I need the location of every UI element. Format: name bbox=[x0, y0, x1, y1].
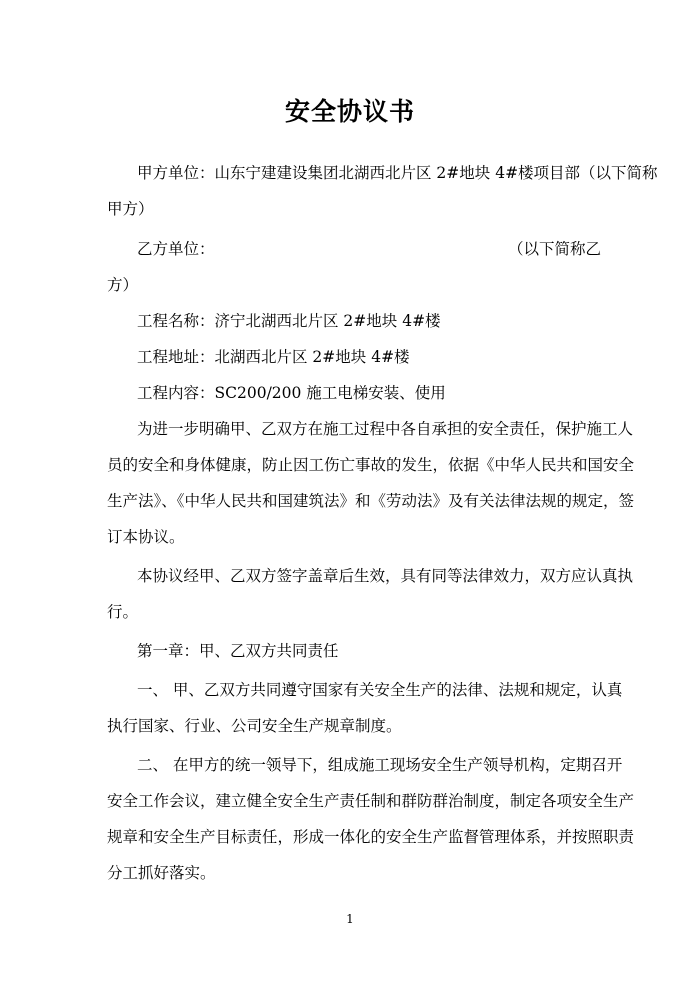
clause-line: 规章和安全生产目标责任，形成一体化的安全生产监督管理体系，并按照职责 bbox=[107, 828, 635, 846]
document-title: 安全协议书 bbox=[284, 97, 415, 126]
clause-line: 二、 在甲方的统一领导下，组成施工现场安全生产领导机构，定期召开 bbox=[137, 756, 623, 774]
paragraph-line: 行。 bbox=[107, 603, 139, 621]
party-a-line-cont: 甲方） bbox=[107, 200, 154, 218]
party-a-line: 甲方单位：山东宁建建设集团北湖西北片区 2#地块 4#楼项目部（以下简称 bbox=[137, 164, 658, 182]
clause-line: 分工抓好落实。 bbox=[107, 864, 216, 882]
project-content: 工程内容：SC200/200 施工电梯安装、使用 bbox=[137, 384, 446, 402]
clause-line: 一、 甲、乙双方共同遵守国家有关安全生产的法律、法规和规定，认真 bbox=[137, 681, 623, 699]
party-b-suffix: （以下简称乙 bbox=[508, 240, 602, 258]
project-address: 工程地址：北湖西北片区 2#地块 4#楼 bbox=[137, 348, 410, 366]
party-b-label: 乙方单位： bbox=[137, 240, 215, 258]
paragraph-line: 生产法》、《中华人民共和国建筑法》和《劳动法》及有关法律法规的规定，签 bbox=[107, 492, 635, 510]
paragraph-line: 为进一步明确甲、乙双方在施工过程中各自承担的安全责任，保护施工人 bbox=[137, 420, 634, 438]
page-number: 1 bbox=[346, 912, 354, 926]
clause-line: 安全工作会议，建立健全安全生产责任制和群防群治制度，制定各项安全生产 bbox=[107, 792, 635, 810]
paragraph-line: 员的安全和身体健康，防止因工伤亡事故的发生，依据《中华人民共和国安全 bbox=[107, 456, 635, 474]
party-b-line-cont: 方） bbox=[107, 276, 139, 294]
project-name: 工程名称：济宁北湖西北片区 2#地块 4#楼 bbox=[137, 312, 441, 330]
clause-line: 执行国家、行业、公司安全生产规章制度。 bbox=[107, 717, 402, 735]
paragraph-line: 本协议经甲、乙双方签字盖章后生效，具有同等法律效力，双方应认真执 bbox=[137, 567, 634, 585]
chapter-heading: 第一章：甲、乙双方共同责任 bbox=[137, 642, 339, 660]
paragraph-line: 订本协议。 bbox=[107, 528, 185, 546]
